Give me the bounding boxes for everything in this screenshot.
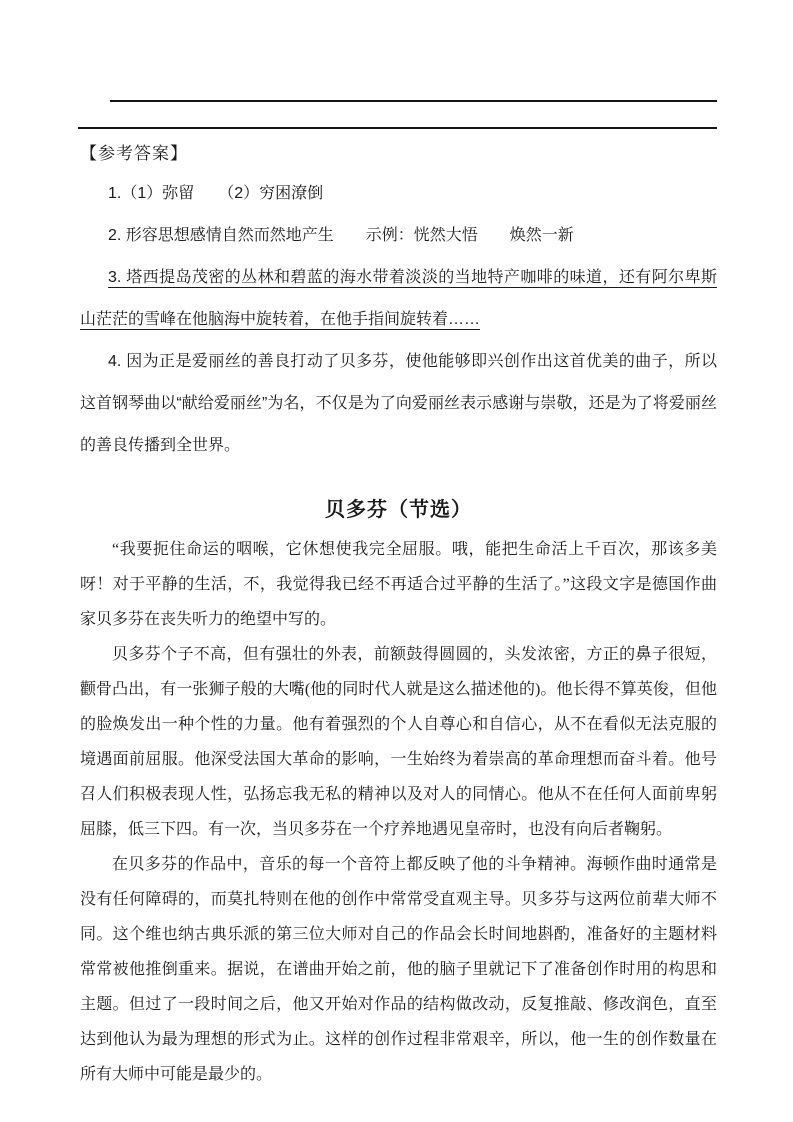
answer-item-2: 2. 形容思想感情自然而然地产生 示例：恍然大悟 焕然一新 bbox=[108, 227, 574, 244]
passage-title: 贝多芬（节选） bbox=[325, 499, 472, 521]
header-rule-short bbox=[110, 100, 717, 102]
passage-paragraph-1: “我要扼住命运的咽喉，它休想使我完全屈服。哦，能把生命活上千百次，那该多美呀！对于平静的生活，不，我觉得我已经不再适合过平静的生活了。”这段文字是德国作曲家贝多芬在丧失听力的绝望中写的。 bbox=[80, 541, 717, 628]
answer-item-4: 4. 因为正是爱丽丝的善良打动了贝多芬，使他能够即兴创作出这首优美的曲子，所以这首钢琴曲以“献给爱丽丝”为名，不仅是为了向爱丽丝表示感谢与崇敬，还是为了将爱丽丝的善良传播到全世界。 bbox=[80, 353, 717, 454]
passage-paragraph-2: 贝多芬个子不高，但有强壮的外表，前额鼓得圆圆的，头发浓密，方正的鼻子很短，颧骨凸出，有一张狮子般的大嘴(他的同时代人就是这么描述他的)。他长得不算英俊，但他的脸焕发出一种个性的力量。他有着强烈的个人自尊心和自信心，从不在看似无法克服的境遇面前屈服。他深受法国大革命的影响，一生始终为着崇高的革命理想而奋斗着。他号召人们积极表现人性，弘扬忘我无私的精神以及对人的同情心。他从不在任何人面前卑躬屈膝，低三下四。有一次，当贝多芬在一个疗养地遇见皇帝时，也没有向后者鞠躬。 bbox=[80, 646, 717, 838]
content-area bbox=[80, 139, 717, 1092]
answer-item-1: 1.（1）弥留 （2）穷困潦倒 bbox=[108, 185, 324, 202]
answers-heading: 【参考答案】 bbox=[80, 144, 188, 163]
passage-paragraph-3: 在贝多芬的作品中，音乐的每一个音符上都反映了他的斗争精神。海顿作曲时通常是没有任何障碍的，而莫扎特则在他的创作中常常受直观主导。贝多芬与这两位前辈大师不同。这个维也纳古典乐派的第三位大师对自己的作品会长时间地斟酌，准备好的主题材料常常被他推倒重来。据说，在谱曲开始之前，他的脑子里就记下了准备创作时用的构思和主题。但过了一段时间之后，他又开始对作品的结构做改动，反复推敲、修改润色，直至达到他认为最为理想的形式为止。这样的创作过程非常艰辛，所以，他一生的创作数量在所有大师中可能是最少的。 bbox=[80, 856, 717, 1083]
answer-item-3: 3. 塔西提岛茂密的丛林和碧蓝的海水带着淡淡的当地特产咖啡的味道，还有阿尔卑斯山茫茫的雪峰在他脑海中旋转着，在他手指间旋转着…… bbox=[80, 269, 717, 328]
header-rule-long bbox=[78, 127, 717, 129]
